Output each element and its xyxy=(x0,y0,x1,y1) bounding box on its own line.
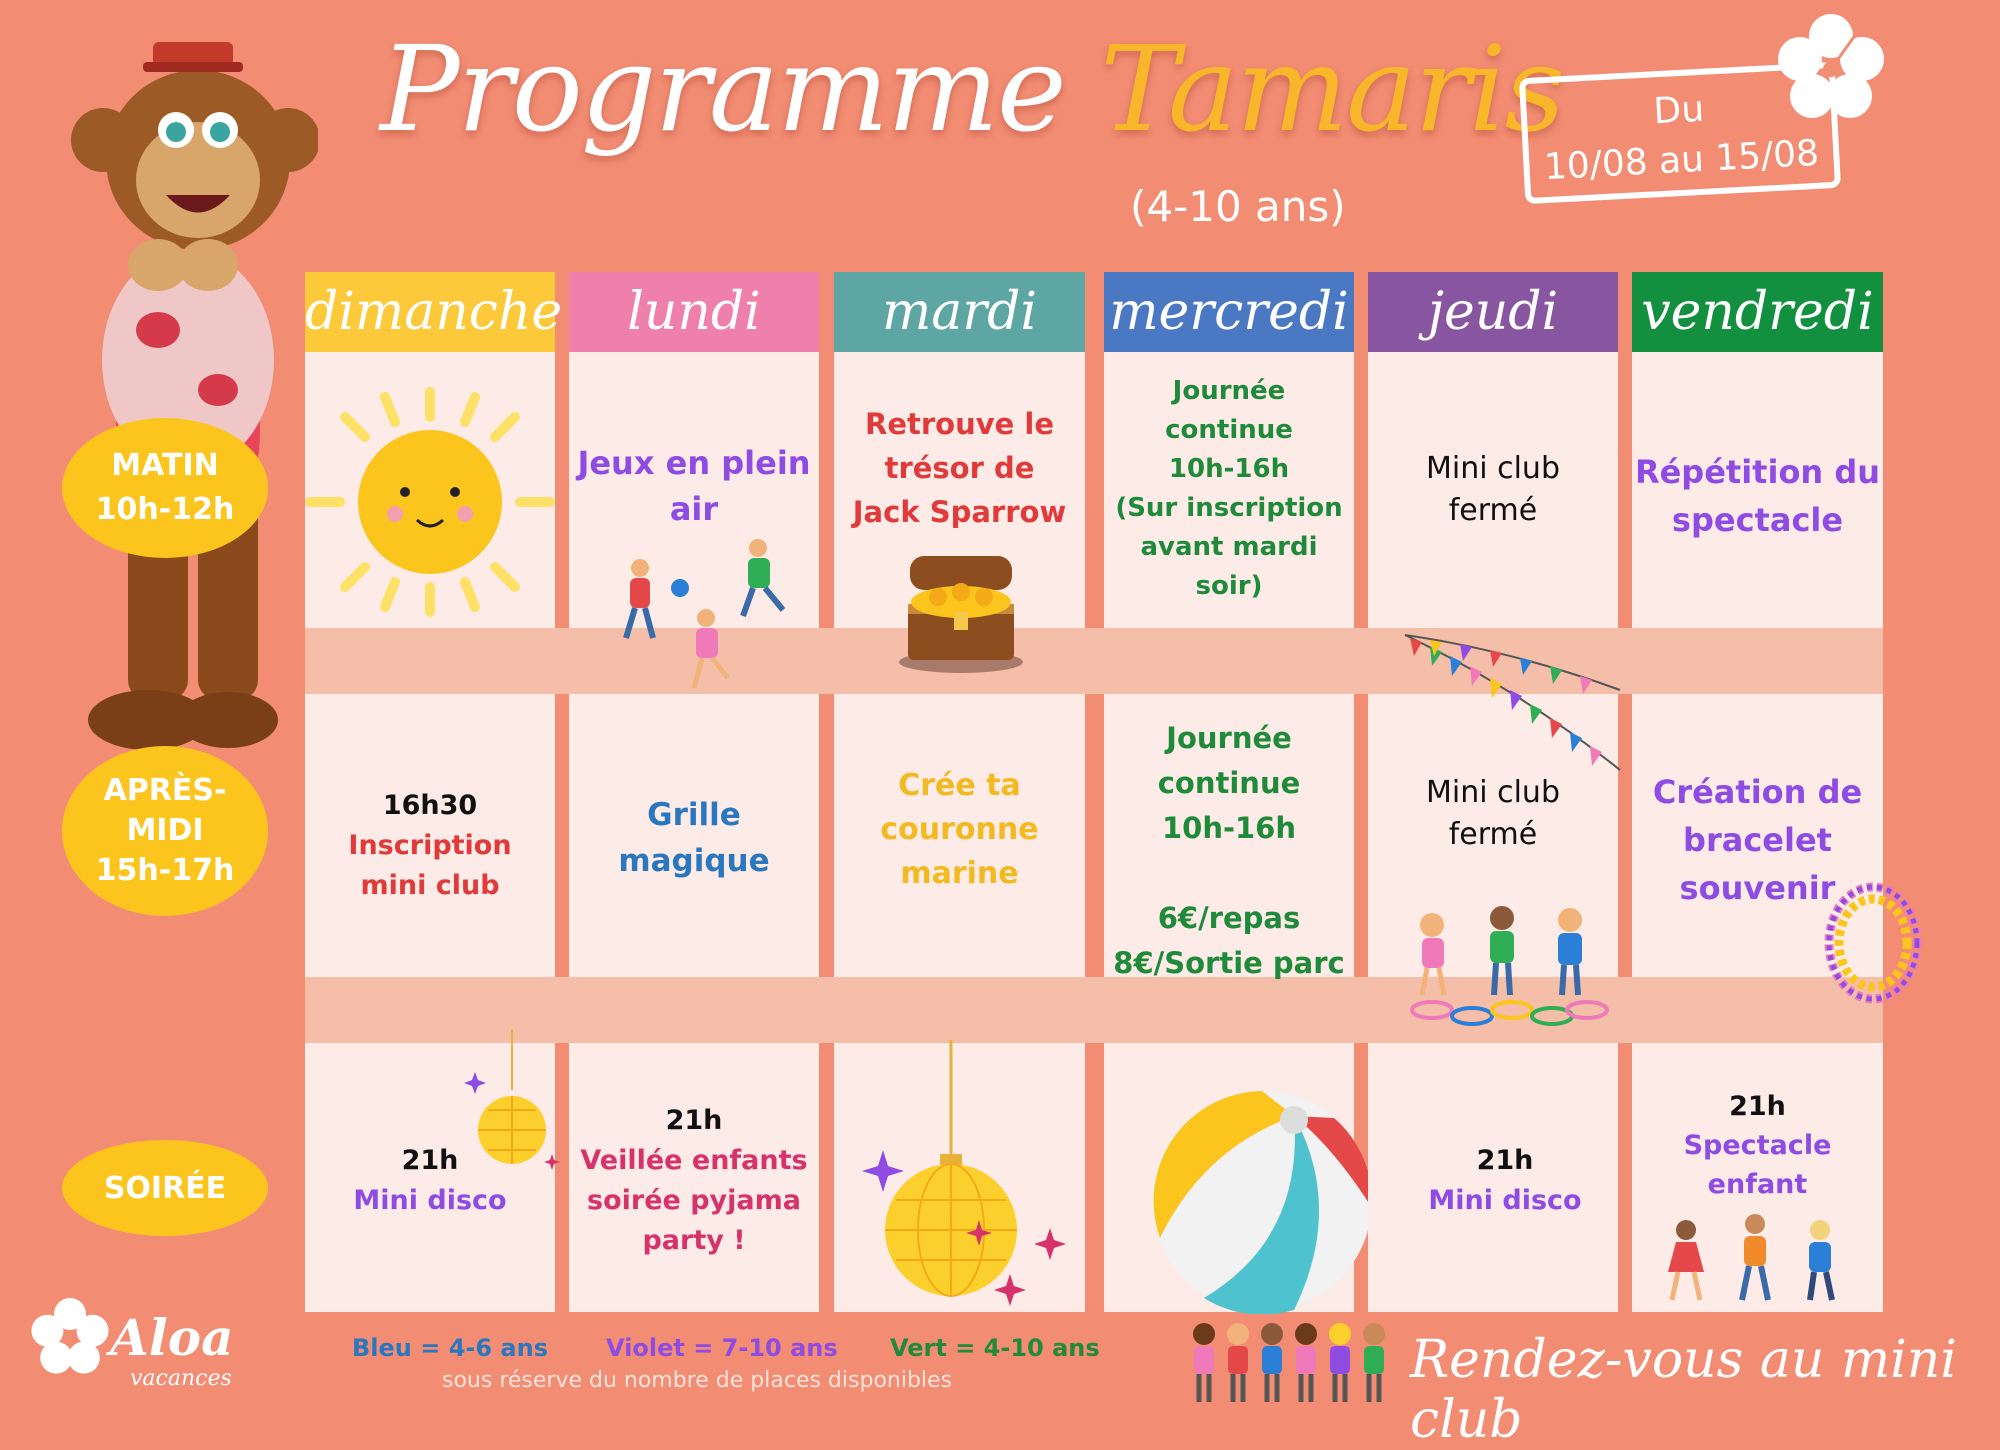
period-apres-midi: APRÈS- MIDI 15h-17h xyxy=(62,746,268,916)
friendship-bracelet xyxy=(1818,876,1928,1010)
legend-green: Vert = 4-10 ans xyxy=(890,1334,1100,1362)
date-stamp: Du 10/08 au 15/08 xyxy=(1519,62,1841,204)
period-soiree: SOIRÉE xyxy=(62,1140,268,1236)
page-title: Programme Tamaris xyxy=(380,20,1564,158)
dancing-kids xyxy=(1650,1210,1860,1310)
cell-matin-jeudi: Mini club fermé xyxy=(1368,352,1618,628)
cell-soiree-lundi: 21h Veillée enfants soirée pyjama party ! xyxy=(569,1043,819,1312)
header-jeudi: jeudi xyxy=(1368,272,1618,352)
header-lundi: lundi xyxy=(569,272,819,352)
hibiscus-icon xyxy=(1776,14,1886,124)
age-range: (4-10 ans) xyxy=(1130,182,1346,231)
cell-apresmidi-mercredi: Journée continue 10h-16h 6€/repas 8€/Sortie parc xyxy=(1104,694,1354,977)
beach-ball-icon xyxy=(1144,1088,1380,1314)
cell-soiree-vendredi: 21h Spectacle enfant xyxy=(1632,1043,1883,1312)
disco-ball-icon xyxy=(856,1040,1072,1312)
monkey-mascot xyxy=(48,30,318,760)
cell-matin-dimanche xyxy=(305,352,555,628)
disco-ball-icon xyxy=(460,1030,570,1170)
cell-matin-lundi: Jeux en plein air xyxy=(569,352,819,628)
treasure-chest-icon xyxy=(898,552,1024,674)
cell-matin-mardi: Retrouve le trésor de Jack Sparrow xyxy=(834,352,1085,628)
cell-matin-mercredi: Journée continue 10h-16h (Sur inscription avant mardi soir) xyxy=(1104,352,1354,628)
aloa-logo: Aloa vacances xyxy=(30,1288,260,1398)
sun-icon xyxy=(305,382,555,622)
rendezvous-text: Rendez-vous au mini club xyxy=(1410,1330,1957,1450)
availability-note: sous réserve du nombre de places disponibles xyxy=(442,1368,953,1393)
row-separator xyxy=(305,628,1883,694)
bunting-flags xyxy=(1400,630,1630,780)
cell-apresmidi-mardi: Crée ta couronne marine xyxy=(834,694,1085,977)
cell-apresmidi-lundi: Grille magique xyxy=(569,694,819,977)
cell-apresmidi-jeudi: Mini club fermé xyxy=(1368,694,1618,977)
cell-soiree-jeudi: 21h Mini disco xyxy=(1368,1043,1618,1312)
header-vendredi: vendredi xyxy=(1632,272,1883,352)
cell-soiree-dimanche: 21h Mini disco xyxy=(305,1043,555,1312)
kids-playing-ball xyxy=(608,538,798,698)
header-dimanche: dimanche xyxy=(305,272,555,352)
hibiscus-icon xyxy=(30,1298,110,1378)
kids-hopscotch xyxy=(1392,900,1614,1030)
cell-apresmidi-dimanche: 16h30 Inscription mini club xyxy=(305,694,555,977)
header-mardi: mardi xyxy=(834,272,1085,352)
legend-violet: Violet = 7-10 ans xyxy=(606,1334,838,1362)
cell-apresmidi-vendredi: Création de bracelet souvenir xyxy=(1632,694,1883,977)
cell-matin-vendredi: Répétition du spectacle xyxy=(1632,352,1883,628)
legend-blue: Bleu = 4-6 ans xyxy=(352,1334,548,1362)
kids-holding-hands xyxy=(1186,1318,1398,1408)
header-mercredi: mercredi xyxy=(1104,272,1354,352)
period-matin: MATIN 10h-12h xyxy=(62,418,268,558)
